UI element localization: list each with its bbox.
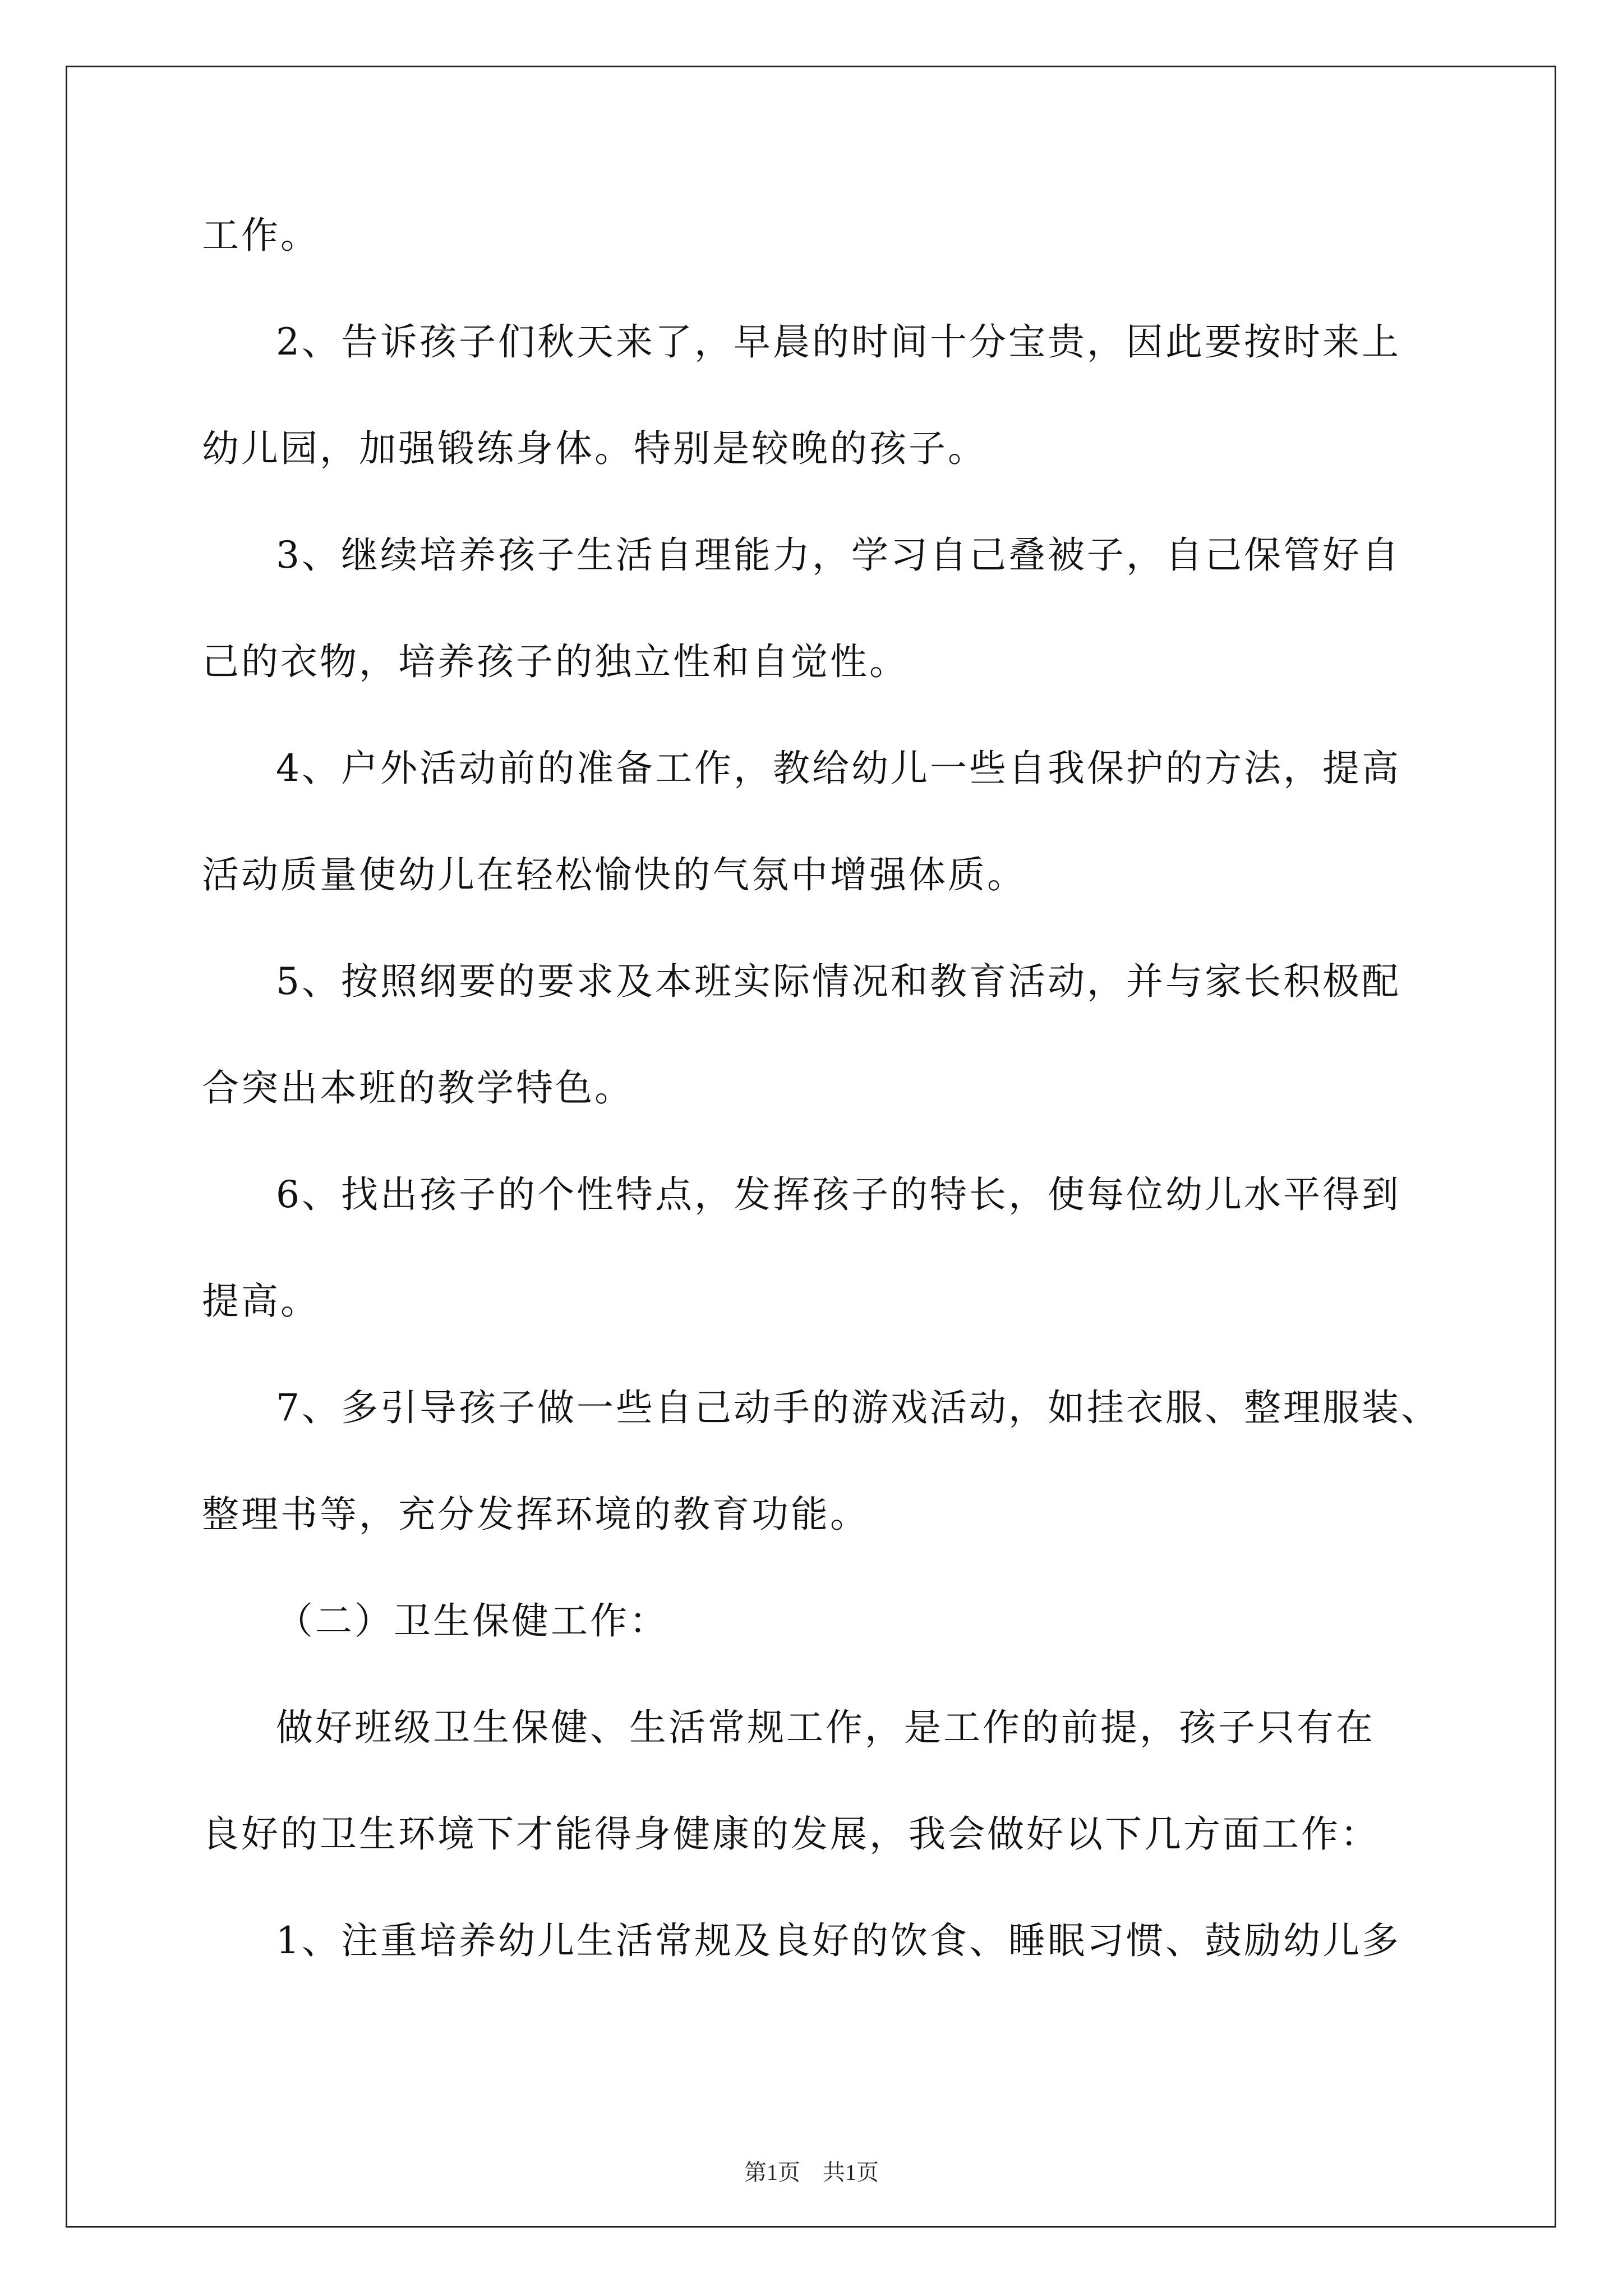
- paragraph-line: 1、注重培养幼儿生活常规及良好的饮食、睡眠习惯、鼓励幼儿多: [276, 1919, 1401, 1962]
- page-border: [66, 66, 1556, 2228]
- paragraph-line: 6、找出孩子的个性特点，发挥孩子的特长，使每位幼儿水平得到: [276, 1173, 1401, 1216]
- paragraph-line: 做好班级卫生保健、生活常规工作，是工作的前提，孩子只有在: [276, 1706, 1375, 1749]
- paragraph-line: 提高。: [202, 1280, 320, 1323]
- page-footer: 第1页 共1页: [744, 2160, 879, 2185]
- paragraph-line: 5、按照纲要的要求及本班实际情况和教育活动，并与家长积极配: [276, 960, 1401, 1003]
- paragraph-line: 己的衣物，培养孩子的独立性和自觉性。: [202, 640, 909, 683]
- paragraph-line: 7、多引导孩子做一些自己动手的游戏活动，如挂衣服、整理服装、: [276, 1386, 1440, 1429]
- paragraph-line: 良好的卫生环境下才能得身健康的发展，我会做好以下几方面工作：: [202, 1812, 1380, 1856]
- paragraph-line: 幼儿园，加强锻练身体。特别是较晚的孩子。: [202, 427, 987, 470]
- paragraph-line: 活动质量使幼儿在轻松愉快的气氛中增强体质。: [202, 853, 1026, 896]
- paragraph-line: 3、继续培养孩子生活自理能力，学习自己叠被子，自己保管好自: [276, 533, 1401, 577]
- paragraph-line: 2、告诉孩子们秋天来了，早晨的时间十分宝贵，因此要按时来上: [276, 320, 1401, 364]
- paragraph-line: 4、户外活动前的准备工作，教给幼儿一些自我保护的方法，提高: [276, 747, 1401, 790]
- paragraph-line: 合突出本班的教学特色。: [202, 1066, 634, 1110]
- paragraph-line: 整理书等，充分发挥环境的教育功能。: [202, 1493, 869, 1536]
- paragraph-line: 工作。: [202, 214, 320, 257]
- section-heading: （二）卫生保健工作：: [276, 1599, 668, 1642]
